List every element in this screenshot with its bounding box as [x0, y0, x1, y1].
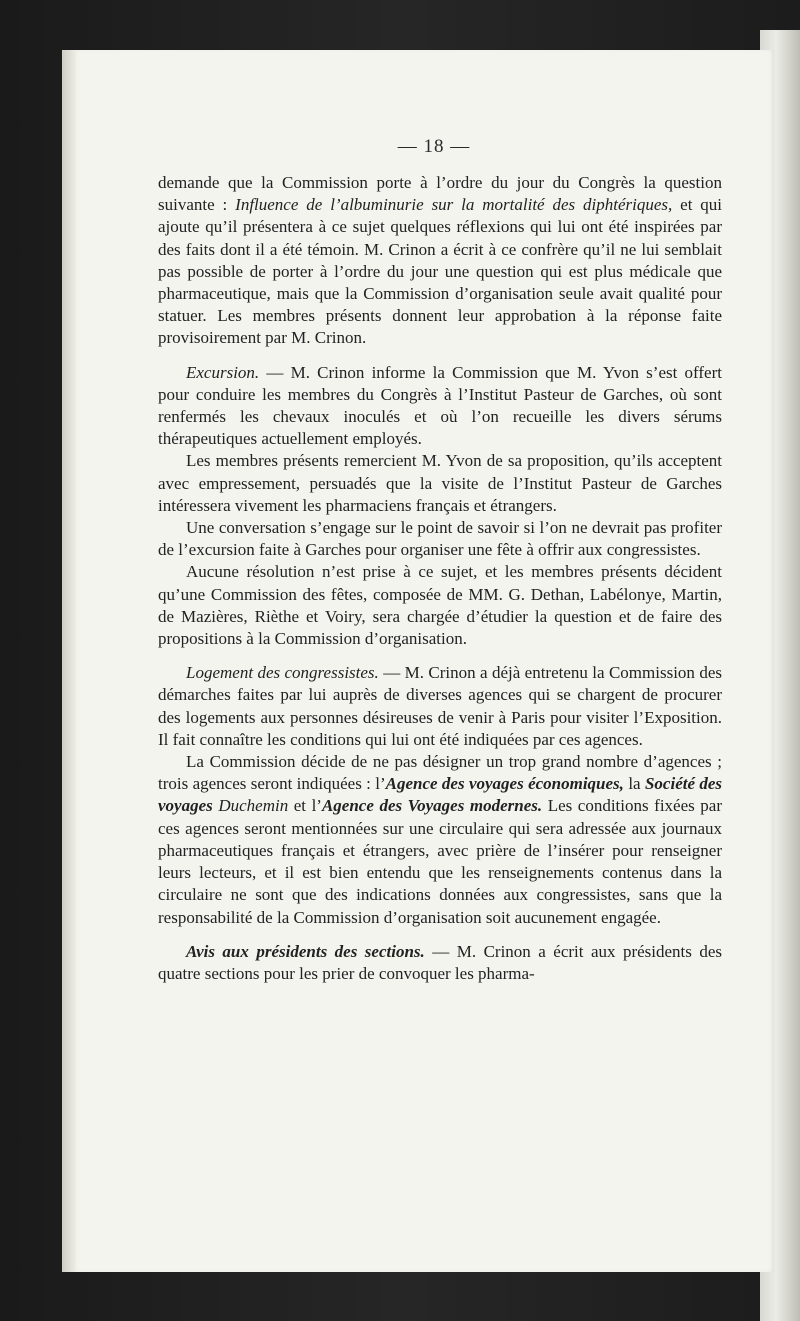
paragraph-agences	[158, 751, 722, 929]
logement-heading: Logement des congressistes.	[186, 663, 379, 683]
page-body-text	[158, 172, 722, 985]
p1-question-title: Influence de l’albuminurie sur la mortalité des diphtériques,	[235, 195, 673, 215]
p7-c: et l’	[293, 796, 322, 816]
agency-2-name: Duchemin	[218, 796, 289, 816]
paragraph-1	[158, 172, 722, 350]
agency-3: Agence des Voyages modernes.	[321, 796, 543, 816]
avis-heading: Avis aux présidents des sections.	[186, 941, 425, 961]
excursion-text: — M. Crinon informe la Commission que M. Yvon s’est offert pour conduire les membres du Congrès à l’Institut Pasteur de Garches, où sont renfermés les chevaux inoculés et où l’on recueille les divers sérums thérapeutiques actuellement employés.	[158, 362, 722, 449]
paragraph-logement	[158, 662, 722, 751]
logement-text: — M. Crinon a déjà entretenu la Commission des démarches faites par lui auprès de diverses agences qui se chargent de procurer des logements aux personnes désireuses de venir à Paris pour visiter l’Exposition. Il fait connaître les conditions qui lui ont été indiquées par ces agences.	[158, 663, 722, 749]
paragraph-avis	[158, 941, 722, 985]
avis-text: — M. Crinon a écrit aux présidents des quatre sections pour les prier de convoquer les pharma-	[158, 941, 723, 983]
agency-1: Agence des voyages économiques,	[385, 774, 624, 794]
p1-text: demande que la Commission porte à l’ordre du jour du Congrès la question suivante :	[158, 173, 722, 215]
page-number: — 18 —	[397, 136, 471, 157]
paragraph-3: Les membres présents remercient M. Yvon de sa proposition, qu’ils acceptent avec empressement, persuadés que la visite de l’Institut Pasteur de Garches intéressera vivement les pharmaciens français et étrangers.	[158, 451, 722, 515]
page-gutter-shadow	[62, 50, 76, 1272]
p7-b: la	[628, 774, 641, 794]
agency-2: Société des voyages	[158, 774, 723, 816]
excursion-heading: Excursion.	[186, 362, 260, 382]
paragraph-excursion	[158, 362, 722, 451]
p7-a: La Commission décide de ne pas désigner un trop grand nombre d’agences ; trois agences seront indiquées : l’	[158, 752, 722, 794]
p1-rest: et qui ajoute qu’il présentera à ce sujet quelques réflexions qui lui ont été inspirées par des faits dont il a été témoin. M. Crinon a écrit à ce confrère qu’il ne lui semblait pas possible de porter à l’ordre du jour une question qui est plus médicale que pharmaceutique, mais que la Commission d’organisation seule avait qualité pour statuer. Les membres présents donnent leur approbation à la réponse faite provisoirement par M. Crinon.	[158, 195, 723, 348]
paragraph-5: Aucune résolution n’est prise à ce sujet, et les membres présents décident qu’une Commission des fêtes, composée de MM. G. Dethan, Labélonye, Martin, de Mazières, Rièthe et Voiry, sera chargée d’étudier la question et de faire des propositions à la Commission d’organisation.	[158, 562, 722, 649]
p7-d: Les conditions fixées par ces agences seront mentionnées sur une circulaire qui sera adressée aux journaux pharmaceutiques français et étrangers, avec prière de l’insérer pour renseigner leurs lecteurs, et il est bien entendu que les renseignements contenus dans la circulaire ne sont que des indications données aux congressistes, sans que la responsabilité de la Commission d’organisation soit aucunement engagée.	[158, 796, 723, 927]
paragraph-4: Une conversation s’engage sur le point de savoir si l’on ne devrait pas profiter de l’excursion faite à Garches pour organiser une fête à offrir aux congressistes.	[158, 518, 722, 560]
